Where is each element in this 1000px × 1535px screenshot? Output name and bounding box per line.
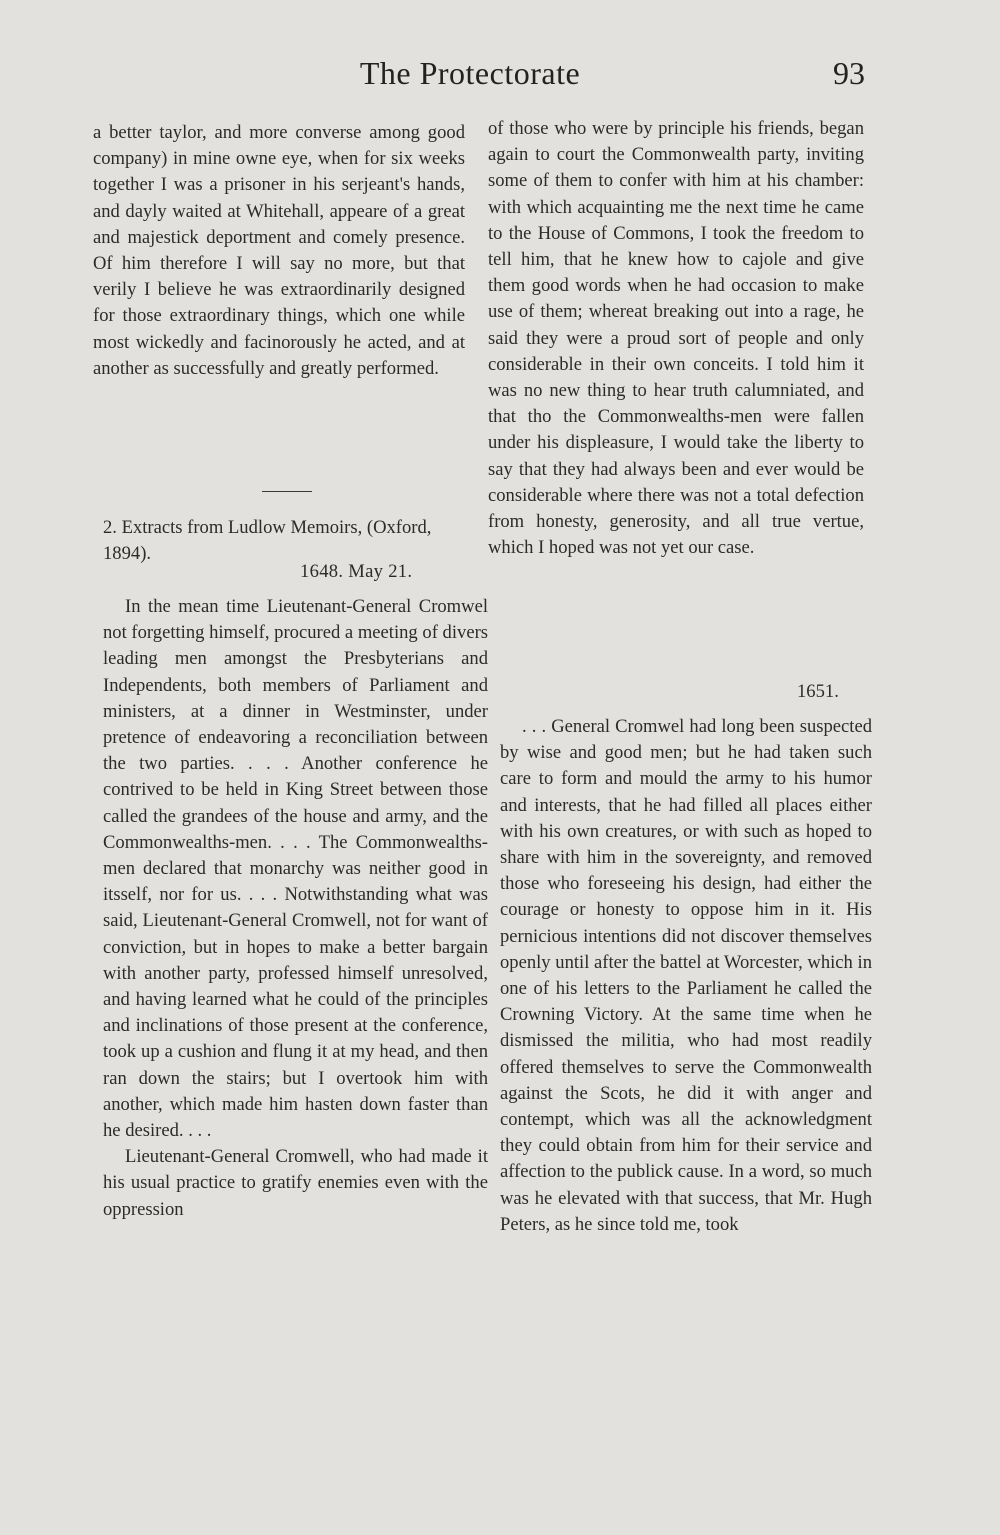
section-heading: 2. Extracts from Ludlow Memoirs, (Oxford, 1894).: [103, 517, 432, 564]
left-column-body: [103, 594, 488, 1223]
left-paragraph-2: Lieutenant-General Cromwell, who had made it his usual practice to gratify enemies even with the oppression: [103, 1146, 488, 1220]
section-date: 1648. May 21.: [300, 561, 413, 582]
page-number: 93: [833, 55, 865, 91]
right-column-top: [488, 116, 864, 561]
right-paragraph-2: . . . General Cromwel had long been suspected by wise and good men; but he had taken such care to form and mould the army to his humor and interests, that he had filled all places either with his own creatures, or with such as hoped to share with him in the sovereignty, and removed those who foreseeing his design, had either the courage or honesty to oppose him in it. His pernicious intentions did not discover themselves openly until after the battel at Worcester, which in one of his letters to the Parliament he called the Crowning Victory. At the same time when he dismissed the militia, who had most readily offered themselves to serve the Commonwealth against the Scots, he did it with anger and contempt, which was all the acknowledgment they could obtain from him for their service and affection to the publick cause. In a word, so much was he elevated with that success, that Mr. Hugh Peters, as he since told me, took: [500, 716, 872, 1235]
right-paragraph-1: of those who were by principle his friends, began again to court the Commonwealth party, inviting some of them to confer with him at his chamber: with which acquainting me the next time he came to the House of Commons, I took the freedom to tell him, that he knew how to cajole and give them good words when he had occasion to make use of them; whereat breaking out into a rage, he said they were a proud sort of people and only considerable in their own conceits. I told him it was no new thing to hear truth calumniated, and that tho the Commonwealths-men were fallen under his displeasure, I would take the liberty to say that they had always been and ever would be considerable where there was not a total defection from honesty, generosity, and all true vertue, which I hoped was not yet our case.: [488, 118, 864, 559]
section-divider: [262, 491, 312, 492]
right-section-date: 1651.: [797, 681, 839, 702]
running-header-title: The Protectorate: [359, 55, 581, 91]
left-column-top: [93, 120, 465, 382]
right-column-body: [500, 714, 872, 1238]
left-paragraph-1: In the mean time Lieutenant-General Cromwel not forgetting himself, procured a meeting of divers leading men amongst the Presbyterians and Independents, both members of Parliament and ministers, at a dinner in Westminster, under pretence of endeavoring a reconciliation between the two parties. . . . Another conference he contrived to be held in King Street between those called the grandees of the house and army, and the Commonwealths-men. . . . The Commonwealths-men declared that monarchy was neither good in itsself, nor for us. . . . Notwithstanding what was said, Lieutenant-General Cromwell, not for want of conviction, but in hopes to make a better bargain with another party, professed himself unresolved, and having learned what he could of the principles and inclinations of those present at the conference, took up a cushion and flung it at my head, and then ran down the stairs; but I overtook him with another, which made him hasten down faster than he desired. . . .: [103, 596, 488, 1142]
left-top-paragraph: a better taylor, and more converse among good company) in mine owne eye, when for six weeks together I was a prisoner in his serjeant's hands, and dayly waited at Whitehall, appeare of a great and majestick deportment and comely presence. Of him therefore I will say no more, but that verily I believe he was extraordinarily designed for those extraordinary things, which one while most wickedly and facinorously he acted, and at another as successfully and greatly performed.: [93, 122, 465, 379]
